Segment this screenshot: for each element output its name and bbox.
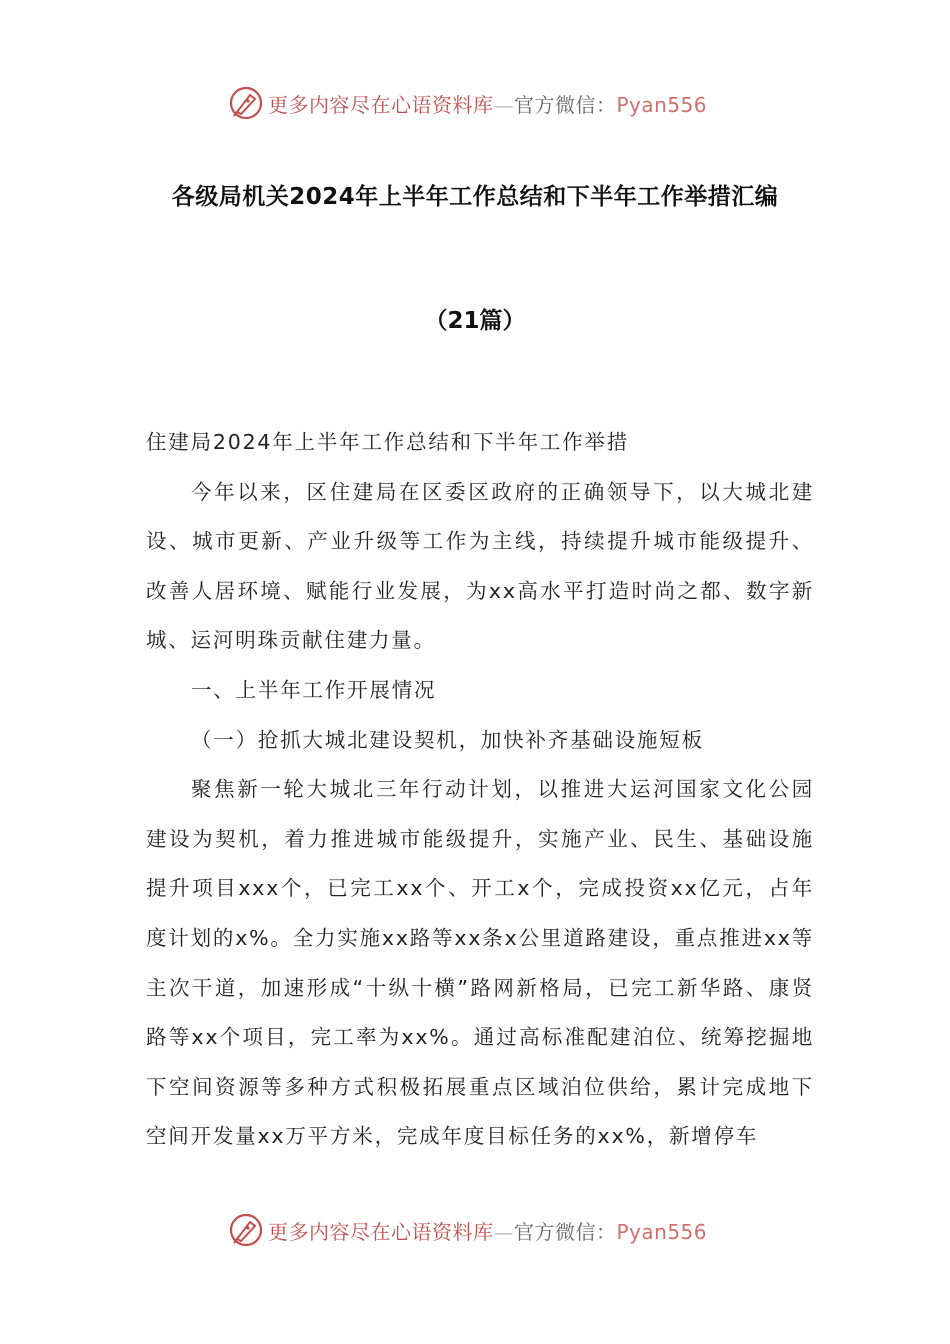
banner-official-label: 官方微信： — [514, 92, 617, 117]
banner-content — [228, 83, 707, 123]
banner-content — [228, 1210, 707, 1250]
banner-official-label: 官方微信： — [514, 1219, 617, 1244]
banner-wechat-id: Pyan556 — [616, 1219, 708, 1244]
intro-paragraph: 今年以来，区住建局在区委区政府的正确领导下，以大城北建设、城市更新、产业升级等工作为主线，持续提升城市能级提升、改善人居环境、赋能行业发展，为xx高水平打造时尚之都、数字新城、运河明珠贡献住建力量。 — [146, 479, 814, 653]
banner-main-text: 更多内容尽在心语资料库 — [268, 1219, 494, 1244]
document-subtitle: （21篇） — [424, 308, 526, 334]
footer-banner — [0, 1210, 950, 1250]
body-paragraph: 聚焦新一轮大城北三年行动计划，以推进大运河国家文化公园建设为契机，着力推进城市能级提升，实施产业、民生、基础设施提升项目xxx个，已完工xx个、开工x个，完成投资xx亿元，占年度计划的x%。全力实施xx路等xx条x公里道路建设，重点推进xx等主次干道，加速形成“十纵十横”路网新格局，已完工新华路、康贤路等xx个项目，完工率为xx%。通过高标准配建泊位、统筹挖掘地下空间资源等多种方式积极拓展重点区域泊位供给，累计完成地下空间开发量xx万平方米，完成年度目标任务的xx%，新增停车 — [146, 777, 814, 1149]
banner-dash: — — [493, 92, 514, 117]
banner-dash: — — [493, 1219, 514, 1244]
heading-level-1: 一、上半年工作开展情况 — [191, 677, 437, 702]
banner-wechat-id: Pyan556 — [616, 92, 708, 117]
banner-main-text: 更多内容尽在心语资料库 — [268, 92, 494, 117]
heading-level-2: （一）抢抓大城北建设契机，加快补齐基础设施短板 — [191, 727, 704, 752]
banner-text — [268, 1216, 707, 1245]
pen-nib-logo-icon — [228, 85, 264, 121]
pen-nib-logo-icon — [228, 1212, 264, 1248]
document-body — [146, 418, 814, 1162]
banner-text — [268, 89, 707, 118]
header-banner — [0, 83, 950, 123]
document-title: 各级局机关2024年上半年工作总结和下半年工作举措汇编 — [171, 184, 779, 210]
section-title: 住建局2024年上半年工作总结和下半年工作举措 — [146, 430, 630, 454]
